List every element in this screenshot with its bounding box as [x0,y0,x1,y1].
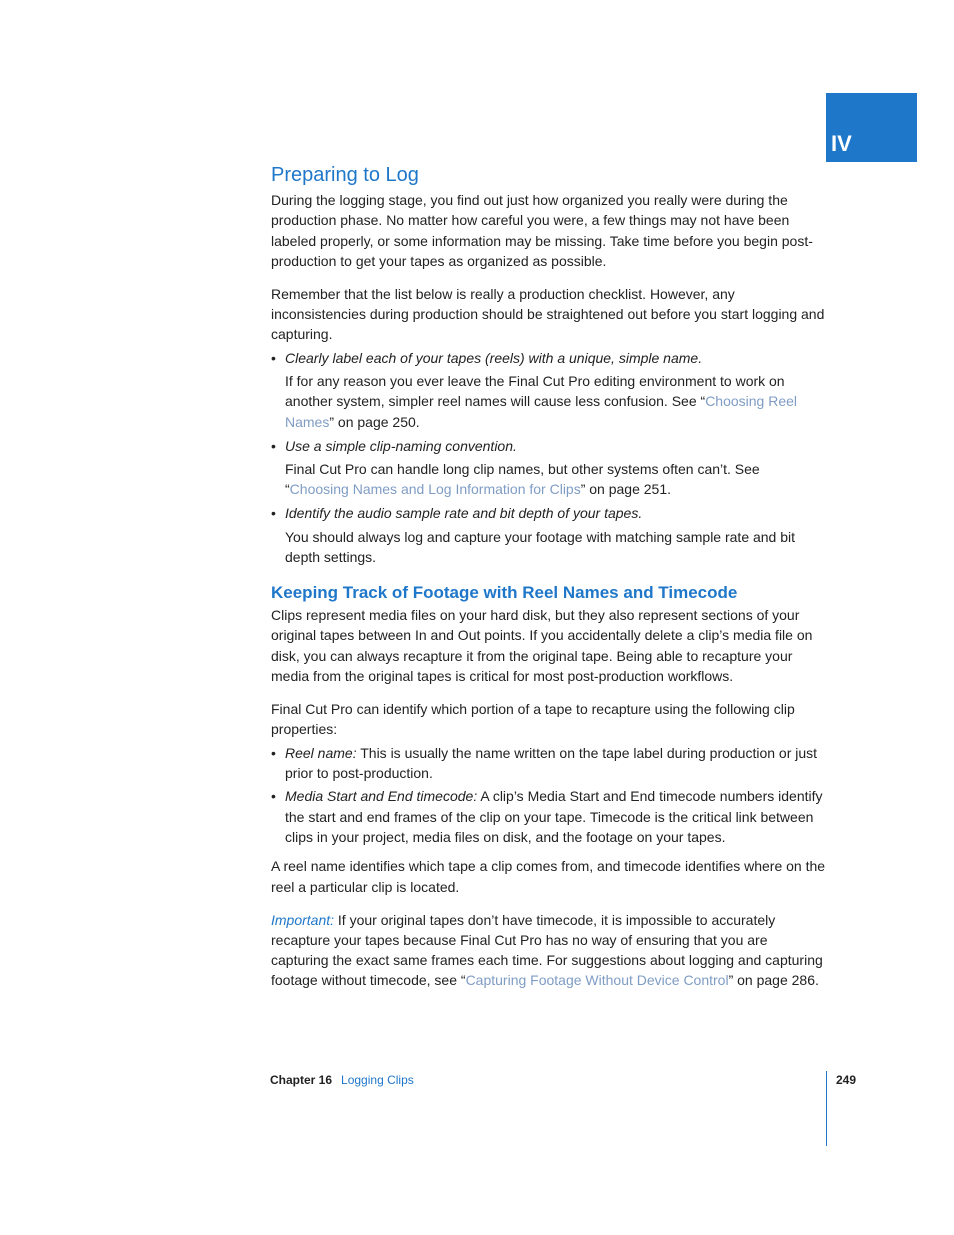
body-text: You should always log and capture your footage with matching sample rate and bit depth settings. [285,528,796,565]
property-description: This is usually the name written on the tape label during production or just prior to post-production. [285,744,818,781]
important-text-end: ” on page 286. [728,972,819,989]
list-item [271,436,827,500]
checklist-item-heading: • Identify the audio sample rate and bit depth of your tapes. [285,505,643,522]
properties-intro-paragraph: Final Cut Pro can identify which portion of a tape to recapture using the following clip properties: [271,700,795,738]
page-number: 249 [836,1073,857,1087]
intro-paragraph: During the logging stage, you find out just how organized you really were during the production phase. No matter how careful you were, a few things may not have been labeled properly, or some information may be missing. Take time before you begin post-production to get your tapes as organized as possible. [271,192,813,269]
footer-divider [826,1071,827,1146]
important-note [271,910,827,991]
part-number: IV [831,131,852,156]
important-label: Important: [271,911,335,928]
checklist-item-heading: • Use a simple clip-naming convention. [285,437,517,454]
checklist-intro-paragraph: Remember that the list below is really a production checklist. However, any inconsistencies during production should be straightened out before you start logging and capturing. [271,285,825,343]
checklist-item-body [285,527,827,568]
body-text: If for any reason you ever leave the Final Cut Pro editing environment to work on another system, simpler reel names will cause less confusion. See “ [285,373,785,410]
cross-reference-link[interactable]: Capturing Footage Without Device Control [465,972,729,989]
checklist [271,348,827,567]
property-term: Media Start and End timecode: [285,788,478,805]
footer-chapter [270,1073,414,1087]
body-text: ” on page 251. [580,481,672,498]
list-item [271,743,827,784]
list-item [271,503,827,567]
property-description: A clip’s Media Start and End timecode numbers identify the start and end frames of the clip on your tape. Timecode is the critical link between clips in your project, media files on disk, and the footage on your tapes. [285,788,823,845]
important-text: If your original tapes don’t have timecode, it is impossible to accurately recapture your tapes because Final Cut Pro has no way of ensuring that you are capturing the exact same frames each time. For suggestions about logging and capturing footage without timecode, see “ [271,911,823,989]
body-text: ” on page 250. [329,413,420,430]
reel-timecode-paragraph: A reel name identifies which tape a clip comes from, and timecode identifies where on the reel a particular clip is located. [271,858,826,895]
chapter-label: Chapter 16 [270,1073,333,1087]
clip-properties-list [271,743,827,848]
section-title: Preparing to Log [271,164,419,186]
clips-paragraph: Clips represent media files on your hard disk, but they also represent sections of your original tapes between In and Out points. If you accidentally delete a clip’s media file on disk, you can always recapture it from the original tape. Being able to recapture your media from the original tapes is critical for most post-production workflows. [271,607,813,684]
checklist-item-heading: • Clearly label each of your tapes (reels) with a unique, simple name. [285,349,703,366]
list-item [271,786,827,847]
chapter-name-link[interactable]: Logging Clips [341,1073,414,1087]
body-text: Final Cut Pro can handle long clip names, but other systems often can’t. See “ [285,460,760,498]
subsection-title: Keeping Track of Footage with Reel Names and Timecode [271,583,738,603]
part-tab [826,93,917,162]
property-term: Reel name: [285,744,357,761]
cross-reference-link[interactable]: Choosing Reel Names [285,393,798,430]
list-item [271,348,827,432]
page-content [271,160,827,991]
checklist-item-body [285,371,827,432]
cross-reference-link[interactable]: Choosing Names and Log Information for Clips [289,481,581,498]
checklist-item-body [285,459,827,500]
